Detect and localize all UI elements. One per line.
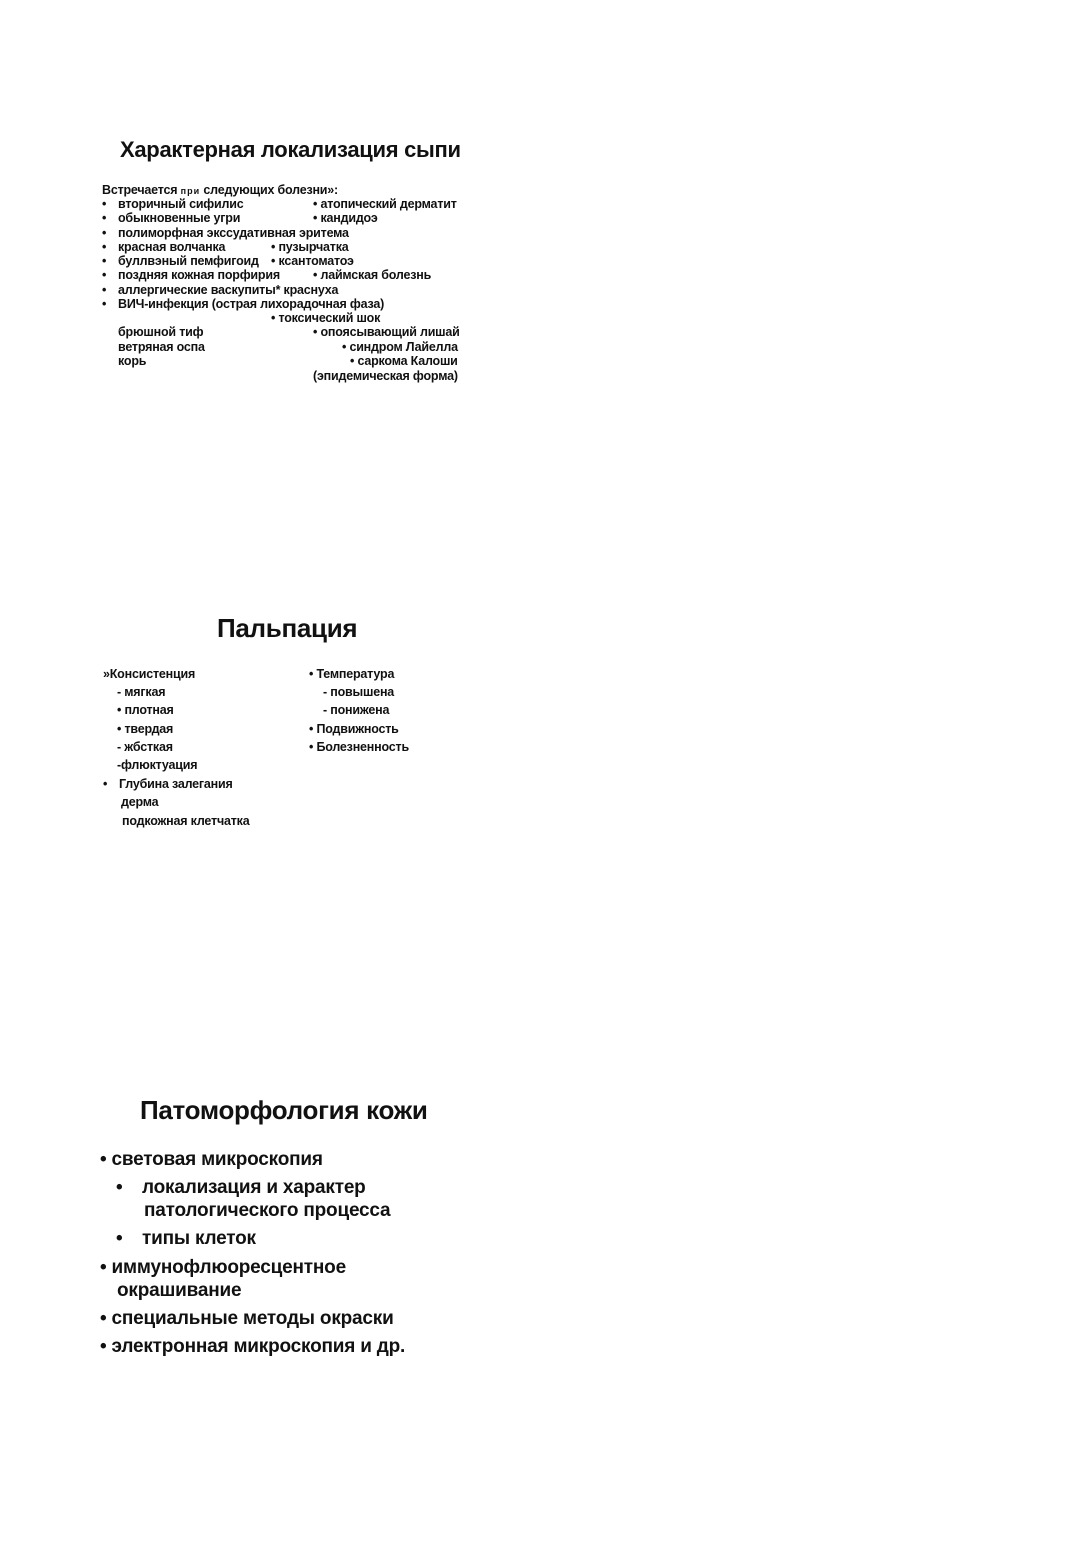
list-item: • токсический шок <box>271 311 381 325</box>
list-item: обыкновенные угри <box>118 211 241 225</box>
list-bullet: • <box>102 197 107 211</box>
list-item: • саркома Калоши <box>350 354 458 368</box>
list-item: • иммунофлюоресцентное <box>100 1257 346 1278</box>
list-item: поздняя кожная порфирия <box>118 268 280 282</box>
slide-title: Пальпация <box>217 613 358 643</box>
list-item: вторичный сифилис <box>118 197 244 211</box>
list-bullet: • <box>102 240 107 254</box>
list-item: - понижена <box>323 703 390 717</box>
list-item: буллвэный пемфигоид <box>118 254 259 268</box>
list-item: типы клеток <box>142 1228 256 1249</box>
list-item: • ксантоматоэ <box>271 254 354 268</box>
list-bullet: • <box>102 297 107 311</box>
list-item: дерма <box>121 795 159 809</box>
list-item: • синдром Лайелла <box>342 340 458 354</box>
intro-text: следующих болезни»: <box>203 183 339 197</box>
list-item: • опоясывающий лишай <box>313 325 460 339</box>
list-item: • кандидоэ <box>313 211 378 225</box>
list-bullet: • <box>102 254 107 268</box>
list-item: • пузырчатка <box>271 240 349 254</box>
list-item: ВИЧ-инфекция (острая лихорадочная фаза) <box>118 297 385 311</box>
list-bullet: • <box>102 211 107 225</box>
list-item-continuation: окрашивание <box>117 1280 242 1301</box>
list-bullet: • <box>102 226 107 240</box>
list-item: ветряная оспа <box>118 340 205 354</box>
list-item: подкожная клетчатка <box>122 814 250 828</box>
list-item: • электронная микроскопия и др. <box>100 1336 406 1357</box>
list-item: • специальные методы окраски <box>100 1308 394 1329</box>
list-item: • лаймская болезнь <box>313 268 432 282</box>
list-item: • твердая <box>117 722 174 736</box>
list-item: - повышена <box>323 685 395 699</box>
list-item: • атопический дерматит <box>313 197 457 211</box>
list-item: -флюктуация <box>117 758 198 772</box>
list-item: брюшной тиф <box>118 325 204 339</box>
list-bullet: • <box>102 283 107 297</box>
list-bullet: • <box>103 777 108 791</box>
list-bullet: • <box>116 1177 123 1198</box>
list-item: локализация и характер <box>142 1177 366 1198</box>
list-item: (эпидемическая форма) <box>313 369 458 383</box>
list-item: »Консистенция <box>103 667 196 681</box>
list-item: аллергические васкупиты* краснуха <box>118 283 339 297</box>
list-item: - жбсткая <box>117 740 173 754</box>
intro-small-word: при <box>180 186 201 196</box>
list-item-continuation: патологического процесса <box>144 1200 391 1221</box>
slide-title: Характерная локализация сыпи <box>120 137 461 162</box>
intro-line <box>102 183 338 197</box>
list-item: • Болезненность <box>309 740 409 754</box>
list-bullet: • <box>102 268 107 282</box>
list-item: корь <box>118 354 147 368</box>
intro-text: Встречается <box>102 183 178 197</box>
list-item: • Температура <box>309 667 395 681</box>
list-item: красная волчанка <box>118 240 226 254</box>
list-item: полиморфная экссудативная эритема <box>118 226 349 240</box>
list-item: Глубина залегания <box>119 777 233 791</box>
list-item: • световая микроскопия <box>100 1149 323 1170</box>
slide-title: Патоморфология кожи <box>140 1095 428 1125</box>
list-item: • Подвижность <box>309 722 399 736</box>
list-bullet: • <box>116 1228 123 1249</box>
list-item: • плотная <box>117 703 174 717</box>
list-item: - мягкая <box>117 685 166 699</box>
